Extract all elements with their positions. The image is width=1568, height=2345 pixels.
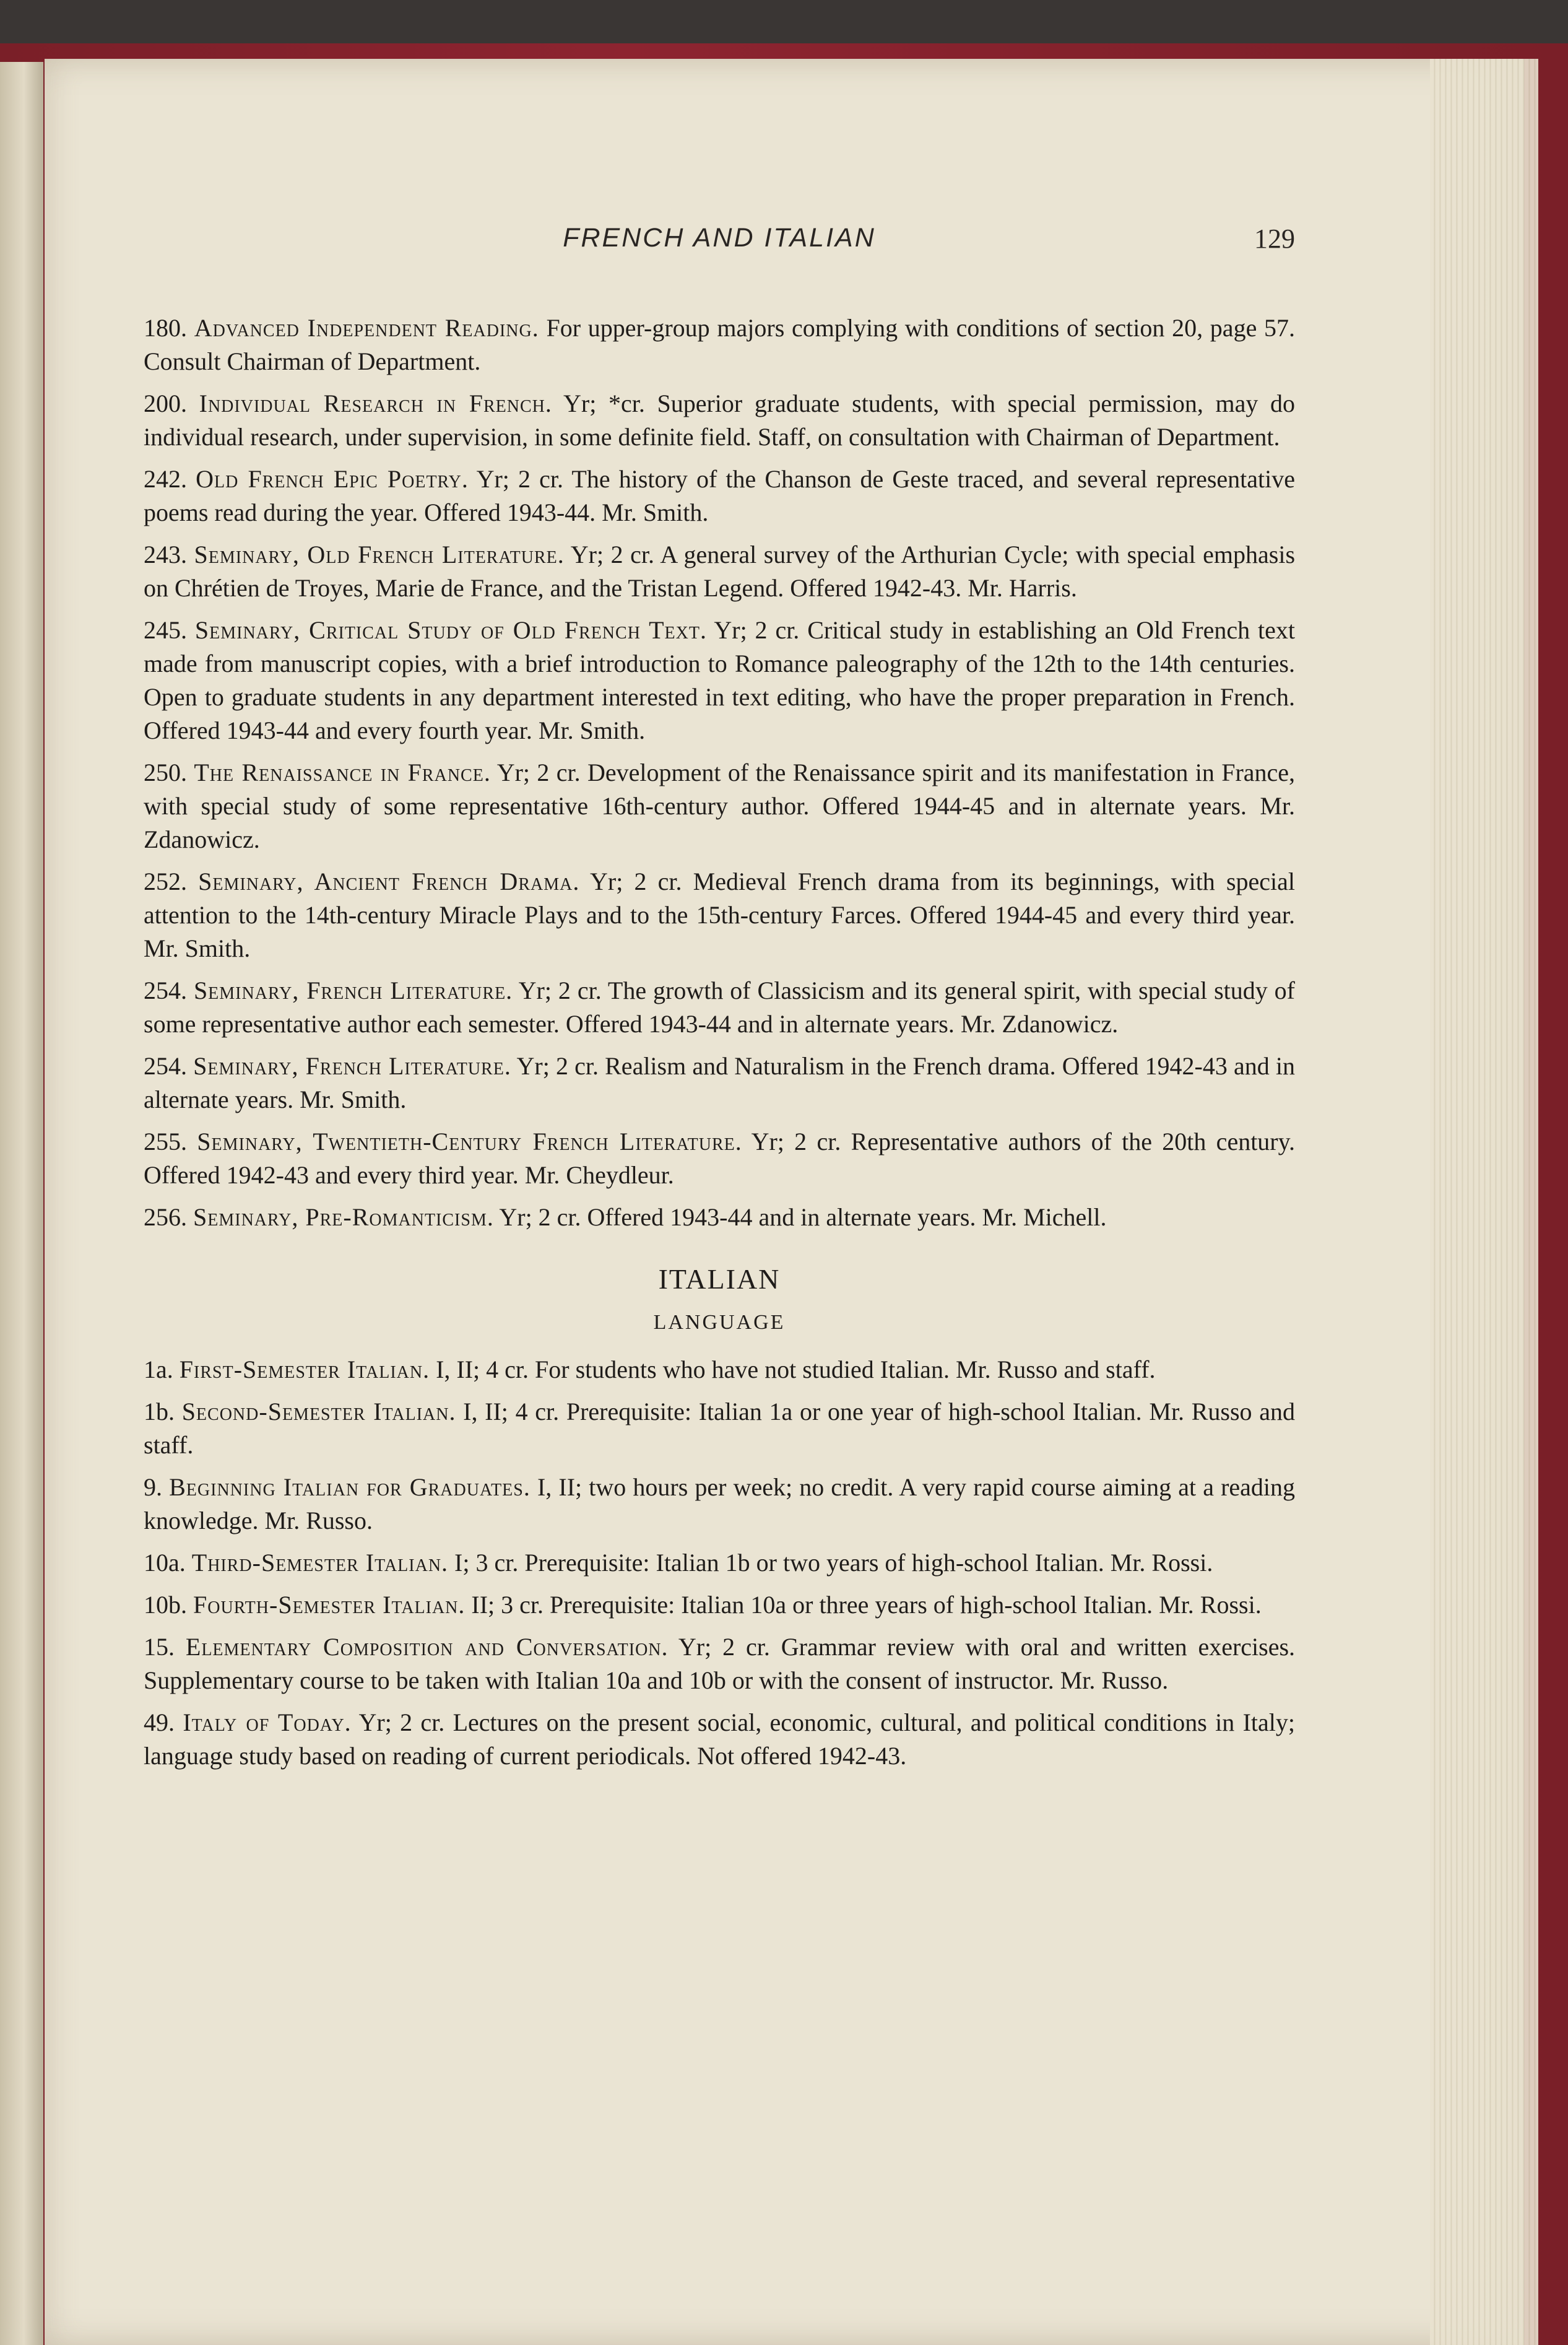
- course-title: Seminary, Critical Study of Old French Text.: [194, 616, 707, 644]
- course-number: 250.: [144, 759, 187, 786]
- course-description: Yr; 2 cr. Representative authors of the 20th century. Offered 1942-43 and every third year. Mr. Cheydleur.: [144, 1128, 1296, 1189]
- course-description: II; 3 cr. Prerequisite: Italian 10a or three years of high-school Italian. Mr. Rossi.: [471, 1591, 1262, 1619]
- left-page-edge: [0, 62, 43, 2345]
- course-title: Seminary, French Literature.: [193, 1052, 511, 1080]
- course-description: I, II; 4 cr. Prerequisite: Italian 1a or one year of high-school Italian. Mr. Russo and staff.: [144, 1398, 1295, 1459]
- course-description: Yr; 2 cr. Realism and Naturalism in the French drama. Offered 1942-43 and in alternate years. Mr. Smith.: [144, 1052, 1296, 1113]
- italian-course-list: [144, 1353, 1295, 1773]
- course-title: Seminary, Pre-Romanticism.: [193, 1203, 494, 1231]
- course-number: 255.: [144, 1128, 187, 1155]
- course-entry: [144, 387, 1295, 454]
- course-description: Yr; 2 cr. Medieval French drama from its beginnings, with special attention to the 14th-century Miracle Plays and to the 15th-century Farces. Offered 1944-45 and every third year. Mr. Smith.: [144, 868, 1296, 962]
- course-number: 242.: [144, 465, 187, 493]
- course-entry: [144, 311, 1295, 378]
- course-description: For upper-group majors complying with conditions of section 20, page 57. Consult Chairman of Department.: [144, 314, 1296, 375]
- course-number: 180.: [144, 314, 187, 342]
- course-description: Yr; 2 cr. Development of the Renaissance spirit and its manifestation in France, with special study of some representative 16th-century author. Offered 1944-45 and in alternate years. Mr. Zdanowicz.: [144, 759, 1296, 853]
- course-title: Beginning Italian for Graduates.: [169, 1473, 531, 1501]
- course-title: Second-Semester Italian.: [181, 1398, 456, 1425]
- course-number: 1a.: [144, 1355, 173, 1383]
- course-number: 9.: [144, 1473, 162, 1501]
- course-description: Yr; 2 cr. Lectures on the present social, economic, cultural, and political conditions in Italy; language study based on reading of current periodicals. Not offered 1942-43.: [144, 1708, 1296, 1770]
- course-entry: [144, 538, 1295, 605]
- course-description: Yr; 2 cr. A general survey of the Arthurian Cycle; with special emphasis on Chrétien de Troyes, Marie de France, and the Tristan Legend. Offered 1942-43. Mr. Harris.: [144, 541, 1296, 602]
- course-title: Seminary, Old French Literature.: [194, 541, 565, 568]
- course-title: Seminary, Ancient French Drama.: [198, 868, 580, 895]
- course-description: I, II; 4 cr. For students who have not studied Italian. Mr. Russo and staff.: [436, 1355, 1156, 1383]
- course-title: Italy of Today.: [183, 1708, 352, 1736]
- page-content: [144, 311, 1295, 1782]
- course-title: First-Semester Italian.: [179, 1355, 430, 1383]
- course-number: 15.: [144, 1633, 175, 1661]
- course-description: Yr; 2 cr. Critical study in establishing an Old French text made from manuscript copies, with a brief introduction to Romance paleography of the 12th to the 14th centuries. Open to graduate students in any department interested in text editing, who have the proper preparation in French. Offered 1943-44 and every fourth year. Mr. Smith.: [144, 616, 1296, 744]
- course-title: Advanced Independent Reading.: [194, 314, 539, 342]
- course-title: Elementary Composition and Conversation.: [185, 1633, 669, 1661]
- course-title: Individual Research in French.: [199, 389, 552, 417]
- course-entry: [144, 463, 1295, 529]
- course-title: The Renaissance in France.: [194, 759, 491, 786]
- french-course-list: [144, 311, 1295, 1234]
- section-heading-italian: ITALIAN: [658, 1263, 781, 1295]
- course-description: I; 3 cr. Prerequisite: Italian 1b or two years of high-school Italian. Mr. Rossi.: [454, 1549, 1213, 1577]
- course-entry: [144, 1630, 1295, 1697]
- course-description: Yr; 2 cr. Offered 1943-44 and in alternate years. Mr. Michell.: [499, 1203, 1107, 1231]
- course-description: Yr; 2 cr. The growth of Classicism and its general spirit, with special study of some representative author each semester. Offered 1943-44 and in alternate years. Mr. Zdanowicz.: [144, 977, 1295, 1038]
- course-entry: [144, 1125, 1295, 1192]
- course-number: 254.: [144, 1052, 187, 1080]
- course-entry: [144, 865, 1295, 965]
- course-number: 243.: [144, 541, 187, 568]
- course-number: 10a.: [144, 1549, 186, 1577]
- course-entry: [144, 614, 1295, 747]
- course-number: 10b.: [144, 1591, 187, 1619]
- course-description: Yr; 2 cr. The history of the Chanson de Geste traced, and several representative poems read during the year. Offered 1943-44. Mr. Smith.: [144, 465, 1296, 526]
- course-description: I, II; two hours per week; no credit. A very rapid course aiming at a reading knowledge. Mr. Russo.: [144, 1473, 1296, 1534]
- course-entry: [144, 1353, 1295, 1386]
- course-entry: [144, 1706, 1295, 1773]
- course-description: Yr; *cr. Superior graduate students, with special permission, may do individual research, under supervision, in some definite field. Staff, on consultation with Chairman of Department.: [144, 389, 1296, 451]
- course-number: 1b.: [144, 1398, 175, 1425]
- course-number: 256.: [144, 1203, 187, 1231]
- course-title: Seminary, Twentieth-Century French Literature.: [197, 1128, 742, 1155]
- course-title: Seminary, French Literature.: [193, 977, 513, 1004]
- page-stack-edge: [1430, 59, 1538, 2345]
- course-title: Third-Semester Italian.: [191, 1549, 449, 1577]
- course-number: 254.: [144, 977, 187, 1004]
- course-entry: [144, 974, 1295, 1041]
- course-entry: [144, 1588, 1295, 1622]
- course-entry: [144, 1050, 1295, 1116]
- course-title: Fourth-Semester Italian.: [193, 1591, 466, 1619]
- course-description: Yr; 2 cr. Grammar review with oral and written exercises. Supplementary course to be taken with Italian 10a and 10b or with the consent of instructor. Mr. Russo.: [144, 1633, 1296, 1694]
- course-number: 49.: [144, 1708, 175, 1736]
- page-header: [144, 223, 1295, 260]
- course-number: 245.: [144, 616, 187, 644]
- course-entry: [144, 756, 1295, 856]
- course-entry: [144, 1201, 1295, 1234]
- course-number: 200.: [144, 389, 187, 417]
- running-title: FRENCH AND ITALIAN: [563, 223, 876, 253]
- course-entry: [144, 1471, 1295, 1538]
- subheading-language: LANGUAGE: [653, 1311, 786, 1334]
- course-number: 252.: [144, 868, 187, 895]
- course-title: Old French Epic Poetry.: [196, 465, 469, 493]
- page-number: 129: [1254, 224, 1295, 254]
- course-entry: [144, 1395, 1295, 1462]
- course-entry: [144, 1546, 1295, 1580]
